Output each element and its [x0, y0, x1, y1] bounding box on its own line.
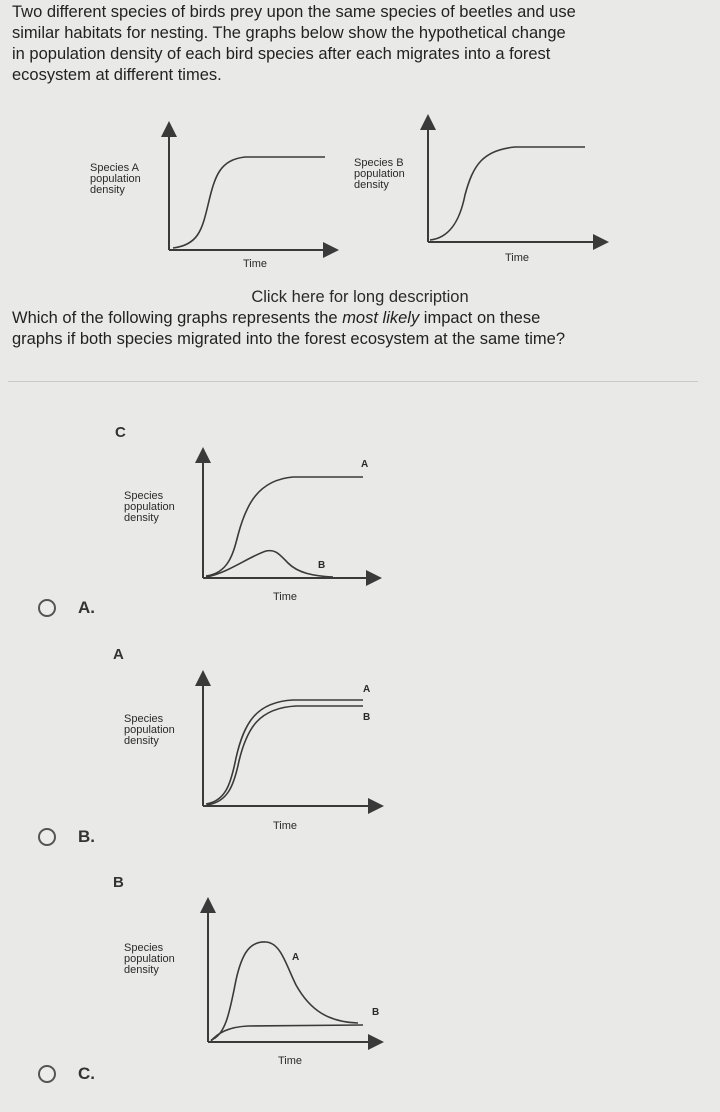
series-b-curve	[206, 551, 333, 577]
y-axis-label: population	[354, 168, 405, 180]
y-axis-label: Species A	[90, 162, 139, 174]
option-b-radio[interactable]	[38, 828, 56, 846]
option-b-graph	[118, 668, 388, 838]
y-axis-label: density	[90, 184, 125, 196]
option-b-letter[interactable]: B.	[78, 827, 95, 846]
intro-line: ecosystem at different times.	[12, 66, 222, 84]
x-axis-label: Time	[505, 252, 530, 264]
species-b-plot	[350, 110, 620, 270]
species-b-curve	[430, 147, 585, 240]
series-label: A	[361, 459, 369, 470]
y-axis-label: Species	[124, 942, 164, 954]
option-c-letter[interactable]: C.	[78, 1064, 95, 1083]
question-text	[12, 308, 712, 350]
y-axis-label: density	[124, 964, 159, 976]
graph-label: A	[113, 646, 124, 663]
graph-label: C	[115, 424, 126, 441]
series-label: A	[292, 952, 300, 963]
series-b-curve	[211, 1025, 363, 1041]
y-axis-label: population	[124, 953, 175, 965]
series-label: B	[318, 560, 326, 571]
option-a-plot	[118, 445, 388, 610]
y-axis-label: population	[90, 173, 141, 185]
series-a-curve	[206, 477, 363, 576]
intro-paragraph	[12, 2, 712, 86]
y-axis-label: density	[354, 179, 389, 191]
y-axis-label: population	[124, 501, 175, 513]
long-description-link[interactable]: Click here for long description	[251, 288, 469, 306]
option-a-graph	[118, 445, 388, 610]
species-b-graph	[350, 110, 620, 270]
y-axis-label: Species	[124, 713, 164, 725]
species-a-graph	[80, 115, 340, 275]
option-c-graph	[118, 895, 388, 1070]
y-axis-label: population	[124, 724, 175, 736]
species-a-plot	[80, 115, 340, 275]
divider	[8, 381, 698, 382]
x-axis-label: Time	[273, 820, 298, 832]
question-part: Which of the following graphs represents the	[12, 309, 343, 327]
y-axis-label: density	[124, 512, 159, 524]
graph-label: B	[113, 874, 124, 891]
series-label: B	[372, 1007, 380, 1018]
question-part: impact on these	[419, 309, 541, 327]
y-axis-label: Species B	[354, 157, 404, 169]
species-a-curve	[173, 157, 325, 248]
option-c-radio[interactable]	[38, 1065, 56, 1083]
question-emphasis: most likely	[342, 309, 420, 327]
intro-line: similar habitats for nesting. The graphs below show the hypothetical change	[12, 24, 566, 42]
x-axis-label: Time	[243, 258, 268, 270]
intro-line: in population density of each bird species after each migrates into a forest	[12, 45, 551, 63]
y-axis-label: Species	[124, 490, 164, 502]
intro-line: Two different species of birds prey upon the same species of beetles and use	[12, 3, 576, 21]
option-a-letter[interactable]: A.	[78, 598, 95, 617]
series-b-curve	[207, 706, 363, 805]
question-part: graphs if both species migrated into the forest ecosystem at the same time?	[12, 330, 566, 348]
series-label: B	[363, 712, 371, 723]
option-a-radio[interactable]	[38, 599, 56, 617]
y-axis-label: density	[124, 735, 159, 747]
x-axis-label: Time	[278, 1055, 303, 1067]
option-b-plot	[118, 668, 388, 838]
x-axis-label: Time	[273, 591, 298, 603]
option-c-plot	[118, 895, 388, 1070]
series-label: A	[363, 684, 371, 695]
